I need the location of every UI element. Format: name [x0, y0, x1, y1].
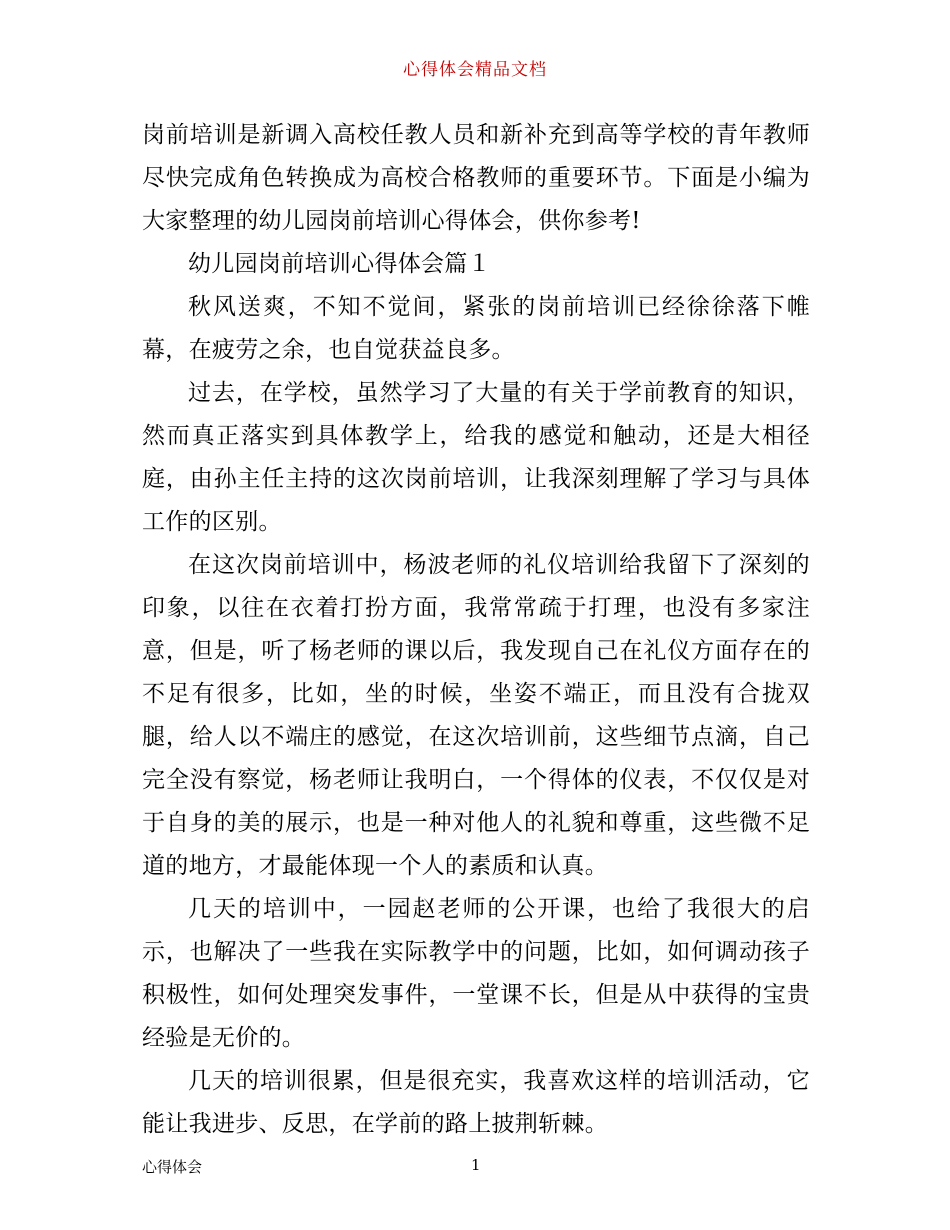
page-footer [142, 1156, 810, 1180]
page-number: 1 [471, 1156, 481, 1174]
document-body [142, 114, 810, 1146]
paragraph-intro: 岗前培训是新调入高校任教人员和新补充到高等学校的青年教师尽快完成角色转换成为高校合格教师的重要环节。下面是小编为大家整理的幼儿园岗前培训心得体会，供你参考! [142, 122, 810, 234]
footer-label: 心得体会 [142, 1158, 203, 1176]
paragraph: 秋风送爽，不知不觉间，紧张的岗前培训已经徐徐落下帷幕，在疲劳之余，也自觉获益良多。 [142, 294, 810, 363]
paragraph: 在这次岗前培训中，杨波老师的礼仪培训给我留下了深刻的印象，以往在衣着打扮方面，我常常疏于打理，也没有多家注意，但是，听了杨老师的课以后，我发现自己在礼仪方面存在的不足有很多，比如，坐的时候，坐姿不端正，而且没有合拢双腿，给人以不端庄的感觉，在这次培训前，这些细节点滴，自己完全没有察觉，杨老师让我明白，一个得体的仪表，不仅仅是对于自身的美的展示，也是一种对他人的礼貌和尊重，这些微不足道的地方，才最能体现一个人的素质和认真。 [142, 552, 810, 879]
paragraph: 几天的培训中，一园赵老师的公开课，也给了我很大的启示，也解决了一些我在实际教学中的问题，比如，如何调动孩子积极性，如何处理突发事件，一堂课不长，但是从中获得的宝贵经验是无价的。 [142, 896, 810, 1051]
paragraph: 几天的培训很累，但是很充实，我喜欢这样的培训活动，它能让我进步、反思，在学前的路上披荆斩棘。 [142, 1068, 810, 1137]
section-heading: 幼儿园岗前培训心得体会篇１ [188, 251, 491, 277]
page-header-title: 心得体会精品文档 [403, 60, 547, 80]
paragraph: 过去，在学校，虽然学习了大量的有关于学前教育的知识，然而真正落实到具体教学上，给我的感觉和触动，还是大相径庭，由孙主任主持的这次岗前培训，让我深刻理解了学习与具体工作的区别。 [142, 380, 810, 535]
